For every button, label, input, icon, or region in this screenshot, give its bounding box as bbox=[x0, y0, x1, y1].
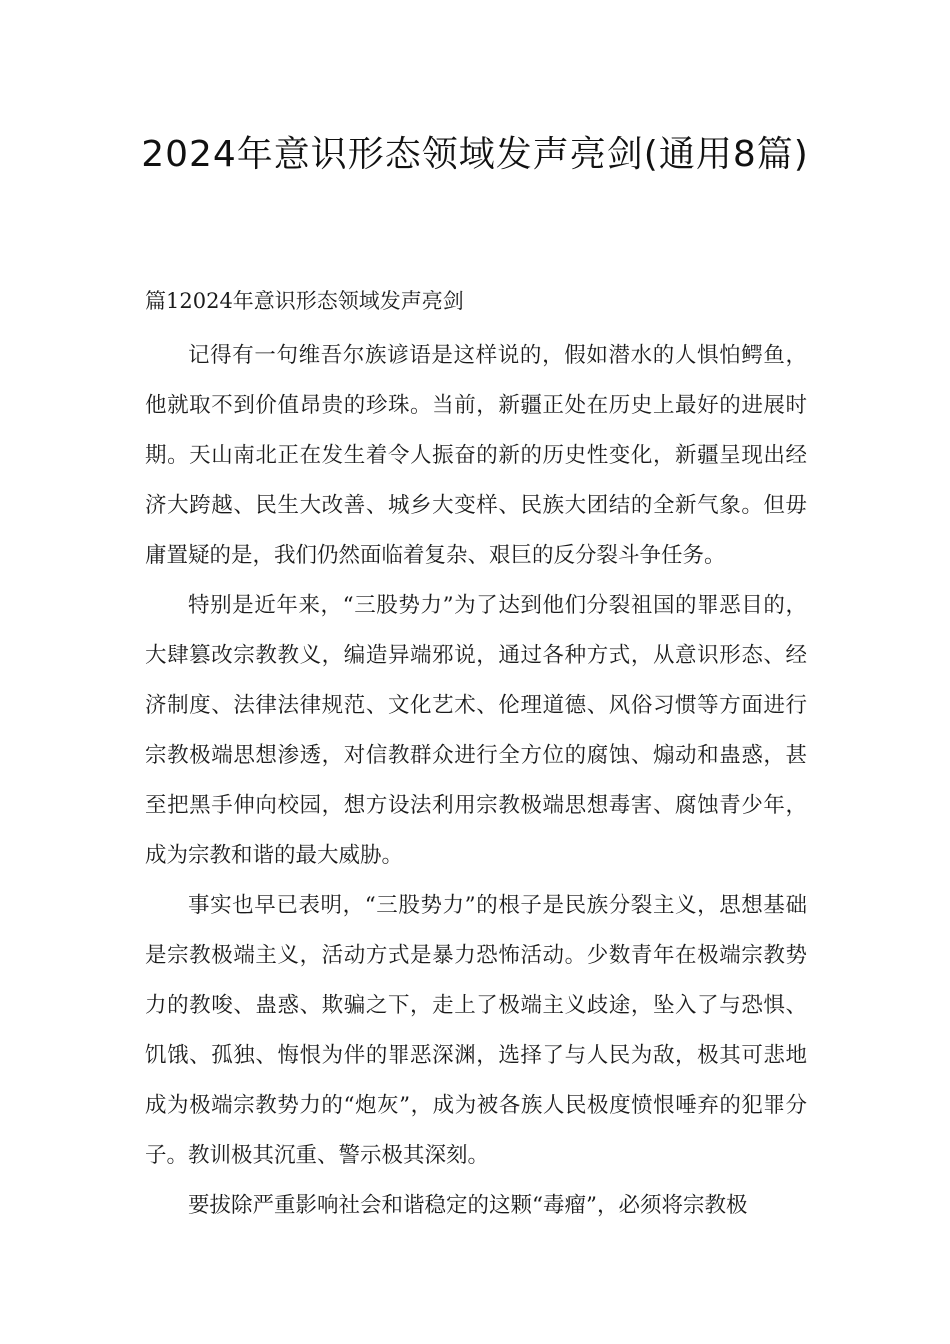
paragraph: 特别是近年来，“三股势力”为了达到他们分裂祖国的罪恶目的，大肆篡改宗教教义，编造异端邪说，通过各种方式，从意识形态、经济制度、法律法律规范、文化艺术、伦理道德、风俗习惯等方面进行宗教极端思想渗透，对信教群众进行全方位的腐蚀、煽动和蛊惑，甚至把黑手伸向校园，想方设法利用宗教极端思想毒害、腐蚀青少年，成为宗教和谐的最大威胁。 bbox=[145, 593, 807, 868]
document-body bbox=[145, 331, 807, 1231]
paragraph: 事实也早已表明，“三股势力”的根子是民族分裂主义，思想基础是宗教极端主义，活动方式是暴力恐怖活动。少数青年在极端宗教势力的教唆、蛊惑、欺骗之下，走上了极端主义歧途，坠入了与恐惧、饥饿、孤独、悔恨为伴的罪恶深渊，选择了与人民为敌，极其可悲地成为极端宗教势力的“炮灰”，成为被各族人民极度愤恨唾弃的犯罪分子。教训极其沉重、警示极其深刻。 bbox=[145, 893, 807, 1168]
section-heading: 篇12024年意识形态领域发声亮剑 bbox=[145, 289, 464, 313]
paragraph: 记得有一句维吾尔族谚语是这样说的，假如潜水的人惧怕鳄鱼，他就取不到价值昂贵的珍珠。当前，新疆正处在历史上最好的进展时期。天山南北正在发生着令人振奋的新的历史性变化，新疆呈现出经济大跨越、民生大改善、城乡大变样、民族大团结的全新气象。但毋庸置疑的是，我们仍然面临着复杂、艰巨的反分裂斗争任务。 bbox=[145, 343, 807, 568]
paragraph: 要拔除严重影响社会和谐稳定的这颗“毒瘤”，必须将宗教极 bbox=[188, 1193, 748, 1218]
document-title: 2024年意识形态领域发声亮剑(通用8篇) bbox=[141, 134, 809, 175]
